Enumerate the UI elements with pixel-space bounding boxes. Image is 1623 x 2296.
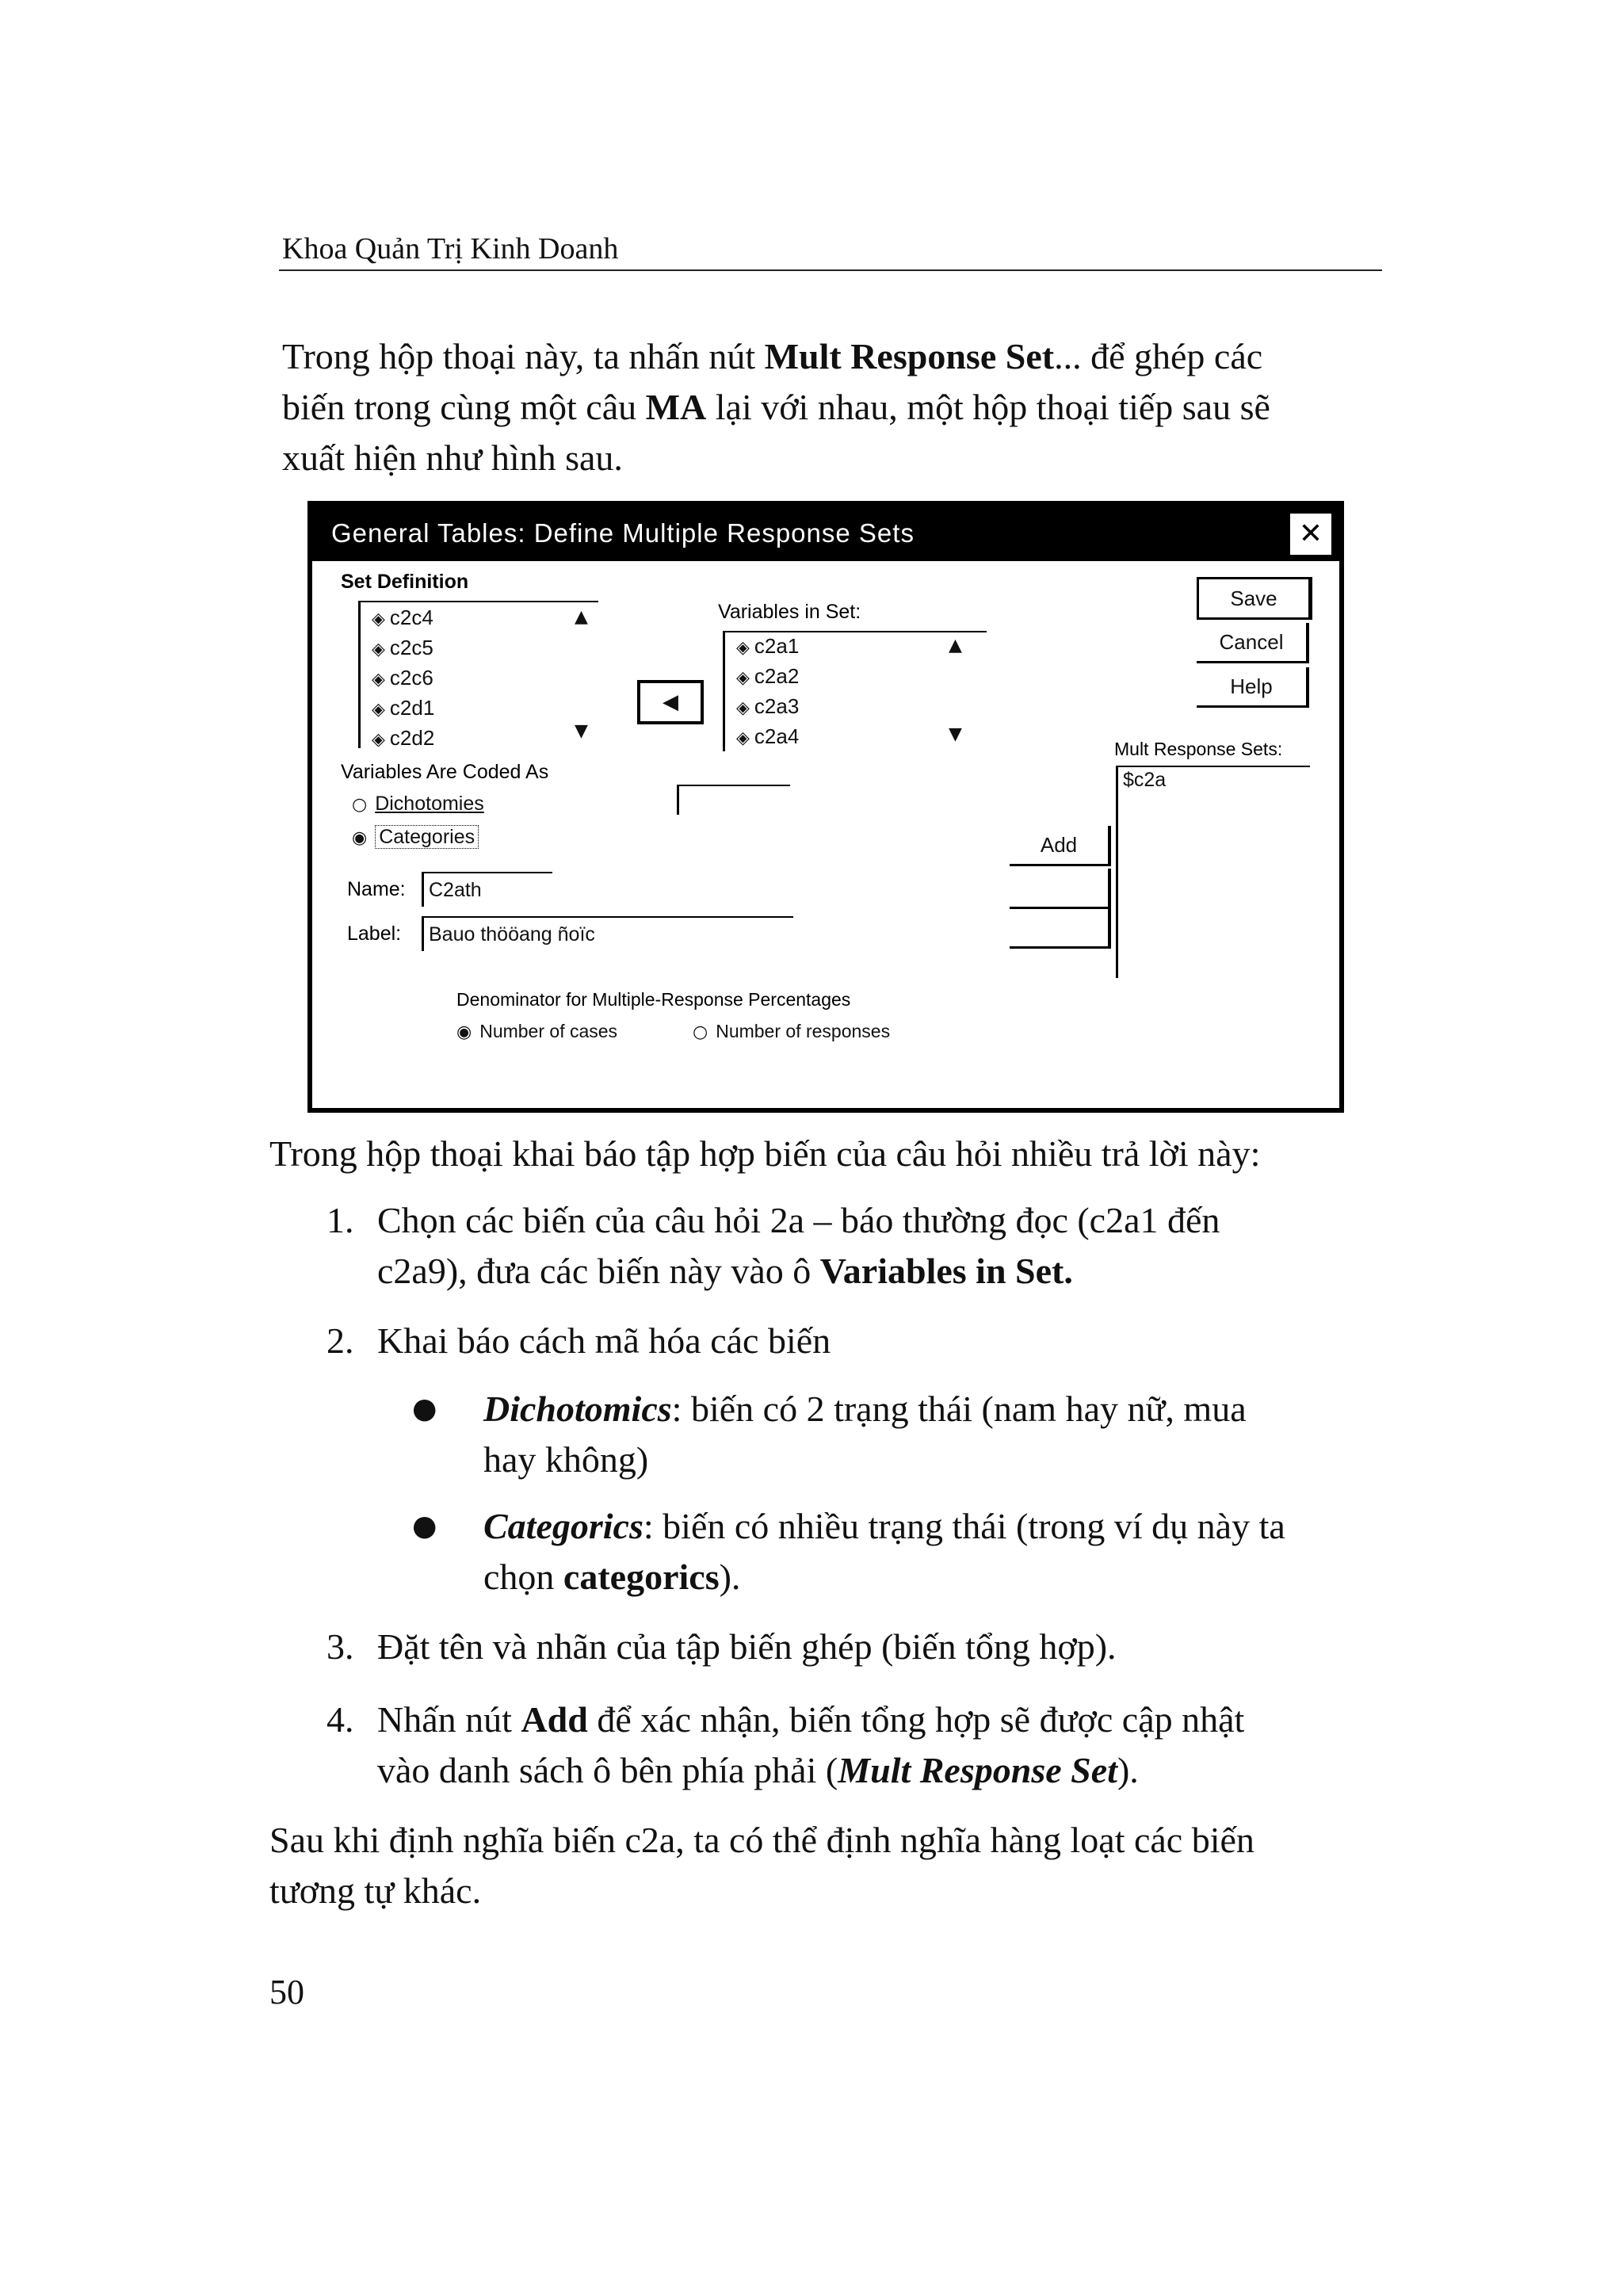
radio-on-icon: ◉ [352,828,368,848]
radio-on-icon: ◉ [456,1022,472,1042]
label-label: Label: [347,923,402,945]
coded-as-label: Variables Are Coded As [341,761,549,783]
text-line: Nhấn nút Add để xác nhận, biến tổng hợp sẽ được cập nhật [377,1699,1245,1740]
bullet-icon: ● [412,1392,437,1425]
list-item[interactable]: ◈ c2a4 [736,724,800,748]
text-line: Trong hộp thoại này, ta nhấn nút Mult Response Set... để ghép các [282,336,1263,376]
arrow-left-icon: ◀ [663,690,678,714]
dialog-titlebar [312,506,1339,561]
list-item[interactable]: ◈ c2d2 [372,726,434,747]
list-item[interactable]: ◈ c2d1 [372,696,435,720]
change-button[interactable] [1010,869,1111,909]
item-text [377,1316,1381,1366]
item-number: 2. [327,1320,354,1361]
list-item[interactable]: ◈ c2c4 [372,606,433,629]
closing-paragraph [269,1815,1379,1916]
text-line: hay không) [483,1439,649,1480]
move-to-set-button[interactable] [637,680,704,724]
source-variable-list[interactable] [358,601,598,748]
list-item [327,1195,1381,1298]
item-text [483,1501,1381,1603]
number-of-cases-radio[interactable]: ◉ Number of cases [456,1021,618,1042]
item-number: 4. [327,1699,354,1740]
page-number: 50 [269,1973,304,2011]
mult-response-sets-label: Mult Response Sets: [1114,739,1283,759]
dichotomies-radio[interactable]: ○ Dichotomies [352,793,484,815]
item-text [483,1384,1381,1485]
lead-paragraph: Trong hộp thoại khai báo tập hợp biến của câu hỏi nhiều trả lời này: [269,1133,1261,1174]
item-number: 3. [327,1626,354,1667]
denominator-label: Denominator for Multiple-Response Percentages [456,989,851,1010]
variable-icon: ◈ [372,700,385,720]
save-button[interactable]: Save [1197,577,1312,620]
list-item[interactable]: $c2a [1123,769,1167,791]
variable-icon: ◈ [736,728,750,748]
text-line: biến trong cùng một câu MA lại với nhau, một hộp thoại tiếp sau sẽ [282,387,1270,427]
intro-paragraph [282,331,1376,483]
text-line: Sau khi định nghĩa biến c2a, ta có thể định nghĩa hàng loạt các biến [269,1820,1254,1860]
item-number: 1. [327,1200,354,1240]
variable-icon: ◈ [736,638,750,658]
text-line: Chọn các biến của câu hỏi 2a – báo thường đọc (c2a1 đến [377,1200,1220,1240]
item-text [377,1622,1381,1672]
radio-off-icon: ○ [352,795,368,815]
dialog-title: General Tables: Define Multiple Response Sets [331,518,915,548]
categories-radio[interactable]: ◉ Categories [352,826,479,849]
list-item[interactable]: ◈ c2c5 [372,636,433,659]
bullet-icon: ● [412,1510,437,1542]
define-multiple-response-sets-dialog [307,501,1344,1113]
scroll-up-icon[interactable]: ▲ [575,607,588,627]
text-line: Khai báo cách mã hóa các biến [377,1320,831,1361]
item-text [377,1694,1381,1796]
text-line: chọn categorics). [483,1557,741,1597]
range-box [677,785,790,815]
mult-response-sets-list[interactable] [1116,766,1310,978]
text-line: Dichotomics: biến có 2 trạng thái (nam hay nữ, mua [483,1389,1247,1429]
variable-icon: ◈ [372,609,385,629]
radio-off-icon: ○ [693,1022,708,1042]
text-line: Đặt tên và nhãn của tập biến ghép (biến tổng hợp). [377,1626,1117,1667]
text-line: Categorics: biến có nhiều trạng thái (trong ví dụ này ta [483,1506,1285,1546]
list-item[interactable]: ◈ c2a2 [736,664,800,688]
remove-button[interactable] [1010,908,1111,949]
scroll-down-icon[interactable]: ▼ [949,724,962,744]
list-item[interactable]: ◈ c2a3 [736,694,800,718]
variables-in-set-list[interactable] [723,631,987,751]
variable-icon: ◈ [372,670,385,690]
set-definition-label: Set Definition [341,571,469,593]
variable-icon: ◈ [372,730,385,747]
name-field[interactable]: C2ath [422,872,552,907]
label-field[interactable]: Bauo thööang ñoïc [422,916,793,951]
name-label: Name: [347,878,406,900]
item-text [377,1195,1381,1297]
number-of-responses-radio[interactable]: ○ Number of responses [693,1021,891,1042]
variable-icon: ◈ [736,698,750,718]
help-button[interactable]: Help [1197,667,1309,708]
text-line: c2a9), đưa các biến này vào ô Variables in Set. [377,1251,1073,1291]
running-header: Khoa Quản Trị Kinh Doanh [282,232,619,266]
text-line: xuất hiện như hình sau. [282,437,623,478]
add-button[interactable]: Add [1010,826,1111,866]
variable-icon: ◈ [736,668,750,688]
text-line: tương tự khác. [269,1870,482,1911]
close-icon[interactable]: ✕ [1290,514,1331,555]
variables-in-set-label: Variables in Set: [718,601,861,623]
cancel-button[interactable]: Cancel [1197,623,1309,663]
list-item[interactable]: ◈ c2a1 [736,634,800,658]
header-rule [279,269,1382,271]
scroll-up-icon[interactable]: ▲ [949,636,962,655]
list-item[interactable]: ◈ c2c6 [372,666,433,690]
scroll-down-icon[interactable]: ▼ [575,721,588,741]
text-line: vào danh sách ô bên phía phải (Mult Response Set). [377,1750,1139,1790]
variable-icon: ◈ [372,640,385,659]
